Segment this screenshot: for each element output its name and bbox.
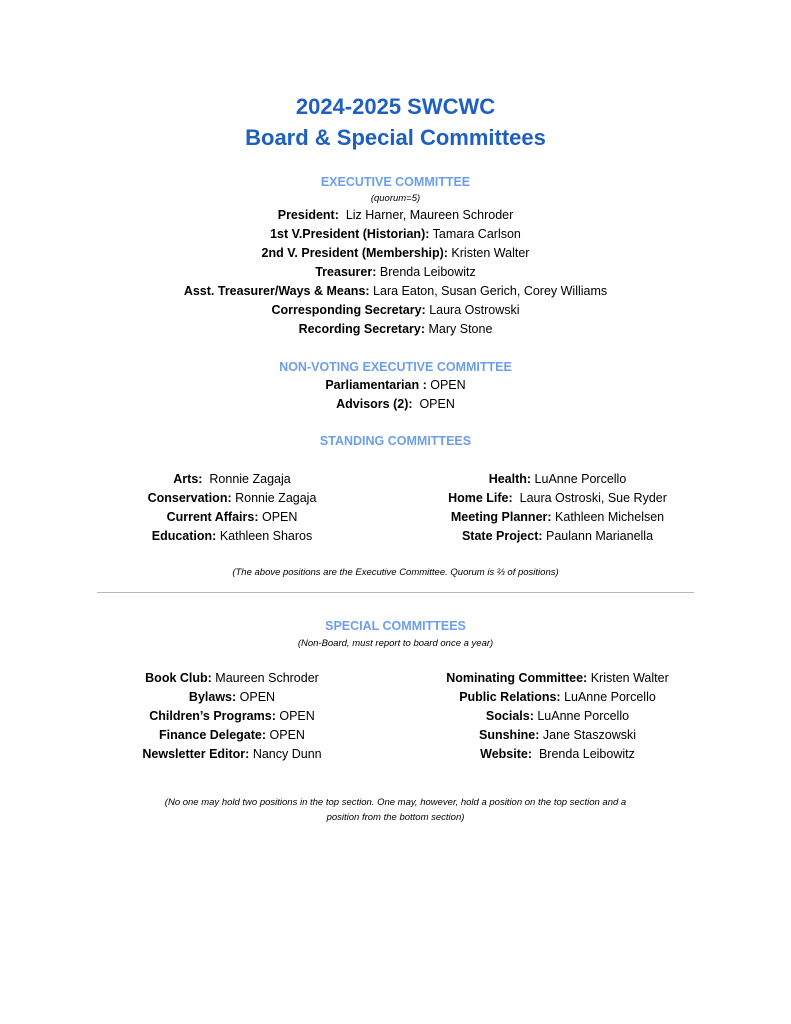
standing-committees-heading: STANDING COMMITTEES <box>319 434 472 448</box>
role-label: Newsletter Editor: <box>142 747 250 761</box>
footnote-line2: position from the bottom section) <box>326 812 465 823</box>
committee-row <box>420 669 695 688</box>
member-name: Lara Eaton, Susan Gerich, Corey Williams <box>369 284 608 298</box>
role-label: Conservation: <box>147 491 232 505</box>
member-name: Mary Stone <box>425 322 493 336</box>
role-label: 1st V.President (Historian): <box>270 227 430 241</box>
committee-row <box>98 688 366 707</box>
footnote-line1: (No one may hold two positions in the top section. One may, however, hold a position on the top section and a <box>164 797 627 808</box>
committee-row <box>420 470 695 489</box>
special-left-column <box>98 669 366 764</box>
executive-row <box>0 225 791 244</box>
member-name: Ronnie Zagaja <box>202 472 291 486</box>
role-label: President: <box>277 208 339 222</box>
role-label: Education: <box>151 529 217 543</box>
role-label: Sunshine: <box>479 728 540 742</box>
role-label: Children’s Programs: <box>149 709 276 723</box>
role-label: Treasurer: <box>315 265 377 279</box>
member-name: Laura Ostrowski <box>425 303 520 317</box>
member-name: OPEN <box>426 378 466 392</box>
role-label: Finance Delegate: <box>159 728 267 742</box>
member-name: OPEN <box>412 397 455 411</box>
committee-row <box>98 489 366 508</box>
role-label: Book Club: <box>145 671 212 685</box>
role-label: Current Affairs: <box>166 510 259 524</box>
member-name: OPEN <box>258 510 298 524</box>
role-label: Arts: <box>173 472 203 486</box>
member-name: Kathleen Sharos <box>216 529 313 543</box>
member-name: OPEN <box>275 709 315 723</box>
non-voting-heading: NON-VOTING EXECUTIVE COMMITTEE <box>279 360 512 374</box>
executive-row <box>0 320 791 339</box>
committee-row <box>98 745 366 764</box>
member-name: Ronnie Zagaja <box>231 491 317 505</box>
role-label: 2nd V. President (Membership): <box>261 246 448 260</box>
committee-row <box>420 508 695 527</box>
member-name: Jane Staszowski <box>539 728 636 742</box>
member-name: Liz Harner, Maureen Schroder <box>338 208 514 222</box>
committee-row <box>420 688 695 707</box>
member-name: Kathleen Michelsen <box>551 510 665 524</box>
committee-row <box>420 707 695 726</box>
standing-quorum-note: (The above positions are the Executive Committee. Quorum is ⅔ of positions) <box>232 567 559 578</box>
member-name: Kristen Walter <box>447 246 530 260</box>
committee-row <box>98 707 366 726</box>
member-name: Nancy Dunn <box>249 747 322 761</box>
special-committees-heading: SPECIAL COMMITTEES <box>325 619 466 633</box>
role-label: State Project: <box>461 529 543 543</box>
document-title-line1: 2024-2025 SWCWC <box>295 94 496 119</box>
executive-row <box>0 206 791 225</box>
member-name: Laura Ostroski, Sue Ryder <box>512 491 667 505</box>
executive-quorum-note: (quorum=5) <box>370 193 421 204</box>
special-committees-note: (Non-Board, must report to board once a year) <box>297 638 494 649</box>
non-voting-row <box>0 395 791 414</box>
member-name: Tamara Carlson <box>429 227 521 241</box>
role-label: Website: <box>480 747 533 761</box>
member-name: LuAnne Porcello <box>560 690 656 704</box>
member-name: LuAnne Porcello <box>531 472 627 486</box>
role-label: Bylaws: <box>188 690 237 704</box>
committee-row <box>98 527 366 546</box>
committee-row <box>420 745 695 764</box>
role-label: Home Life: <box>448 491 513 505</box>
role-label: Recording Secretary: <box>298 322 426 336</box>
committee-row <box>420 527 695 546</box>
executive-row <box>0 244 791 263</box>
role-label: Nominating Committee: <box>446 671 588 685</box>
committee-row <box>420 489 695 508</box>
section-divider <box>97 592 694 593</box>
role-label: Advisors (2): <box>336 397 413 411</box>
standing-left-column <box>98 470 366 546</box>
member-name: OPEN <box>236 690 276 704</box>
committee-row <box>420 726 695 745</box>
committee-row <box>98 669 366 688</box>
role-label: Asst. Treasurer/Ways & Means: <box>183 284 370 298</box>
committee-row <box>98 726 366 745</box>
member-name: LuAnne Porcello <box>533 709 630 723</box>
executive-committee-heading: EXECUTIVE COMMITTEE <box>320 175 471 189</box>
executive-row <box>0 263 791 282</box>
footnote <box>100 795 691 825</box>
executive-row <box>0 301 791 320</box>
role-label: Corresponding Secretary: <box>271 303 426 317</box>
member-name: Paulann Marianella <box>542 529 654 543</box>
role-label: Public Relations: <box>459 690 561 704</box>
role-label: Socials: <box>485 709 534 723</box>
member-name: Maureen Schroder <box>211 671 319 685</box>
executive-row <box>0 282 791 301</box>
special-right-column <box>420 669 695 764</box>
non-voting-row <box>0 376 791 395</box>
document-title-line2: Board & Special Committees <box>245 125 546 150</box>
member-name: Brenda Leibowitz <box>376 265 476 279</box>
role-label: Parliamentarian : <box>325 378 427 392</box>
committee-row <box>98 470 366 489</box>
standing-right-column <box>420 470 695 546</box>
member-name: OPEN <box>266 728 305 742</box>
committee-row <box>98 508 366 527</box>
member-name: Brenda Leibowitz <box>532 747 635 761</box>
member-name: Kristen Walter <box>587 671 669 685</box>
role-label: Health: <box>488 472 532 486</box>
role-label: Meeting Planner: <box>450 510 552 524</box>
